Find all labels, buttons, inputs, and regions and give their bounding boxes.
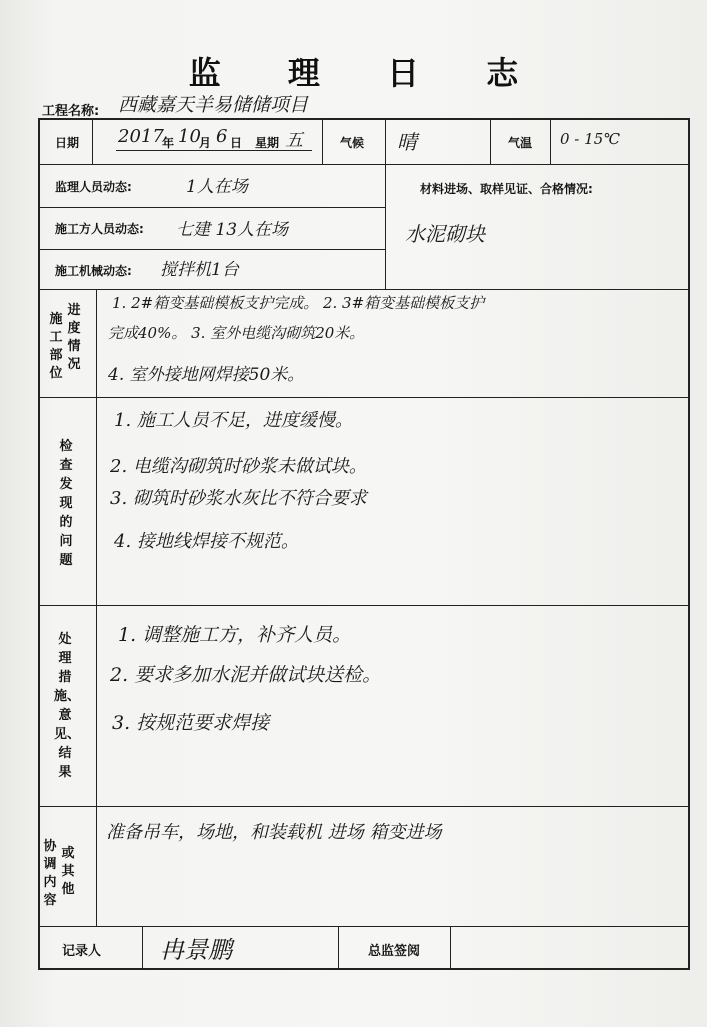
supervisor-label: 监理人员动态: [55,180,132,194]
day-suffix: 日 [230,136,243,150]
actions-label: 处 理 措 施、 意 见、 结 果 [54,632,81,780]
materials-value: 水泥砌块 [405,222,485,246]
action-line: 1. 调整施工方，补齐人员。 [118,624,352,646]
progress-label-part: 施 工 部 位 [49,312,63,381]
progress-label-status: 进 度 情 况 [67,303,81,372]
coordination-label-b: 或 其 他 [61,846,75,897]
month-suffix: 月 [199,136,212,150]
issue-line: 2. 电缆沟砌筑时砂浆未做试块。 [110,456,367,477]
action-line: 2. 要求多加水泥并做试块送检。 [110,664,382,686]
date-label: 日期 [55,136,80,150]
date-month: 10 [178,126,201,147]
project-name-label: 工程名称: [42,104,100,119]
progress-line: 完成40%。 3. 室外电缆沟砌筑20米。 [108,324,365,342]
progress-line: 4. 室外接地网焊接50米。 [108,365,305,385]
issues-label: 检 查 发 现 的 问 题 [59,439,73,568]
weather-value: 晴 [397,130,417,154]
action-line: 3. 按规范要求焊接 [112,712,270,734]
issue-line: 3. 砌筑时砂浆水灰比不符合要求 [110,488,367,509]
year-suffix: 年 [162,136,175,150]
materials-label: 材料进场、取样见证、合格情况: [420,182,593,196]
date-day: 6 [216,126,228,147]
coordination-label-a: 协 调 内 容 [43,839,57,908]
progress-line: 1. 2#箱变基础模板支护完成。 2. 3#箱变基础模板支护 [112,294,485,312]
machinery-value: 搅拌机1台 [160,260,239,280]
machinery-label: 施工机械动态: [55,264,132,278]
page-title: 监 理 日 志 [188,54,547,92]
issue-line: 1. 施工人员不足，进度缓慢。 [114,410,353,431]
contractor-label: 施工方人员动态: [55,222,144,236]
recorder-signature: 冉景鹏 [160,936,232,964]
weekday-label: 星期 [255,136,280,150]
temp-value: 0 - 15℃ [560,130,621,148]
contractor-value: 七建 13人在场 [176,220,289,240]
date-year: 2017 [118,126,164,147]
weekday-value: 五 [285,130,303,151]
temp-label: 气温 [508,136,533,150]
recorder-label: 记录人 [62,944,102,959]
issue-line: 4. 接地线焊接不规范。 [114,531,299,552]
weather-label: 气候 [340,136,365,150]
project-name-value: 西藏嘉天羊易储储项目 [118,94,309,116]
supervisor-value: 1人在场 [186,177,248,197]
chief-label: 总监签阅 [368,944,421,959]
coordination-line: 准备吊车，场地，和装载机 进场 箱变进场 [106,822,442,843]
